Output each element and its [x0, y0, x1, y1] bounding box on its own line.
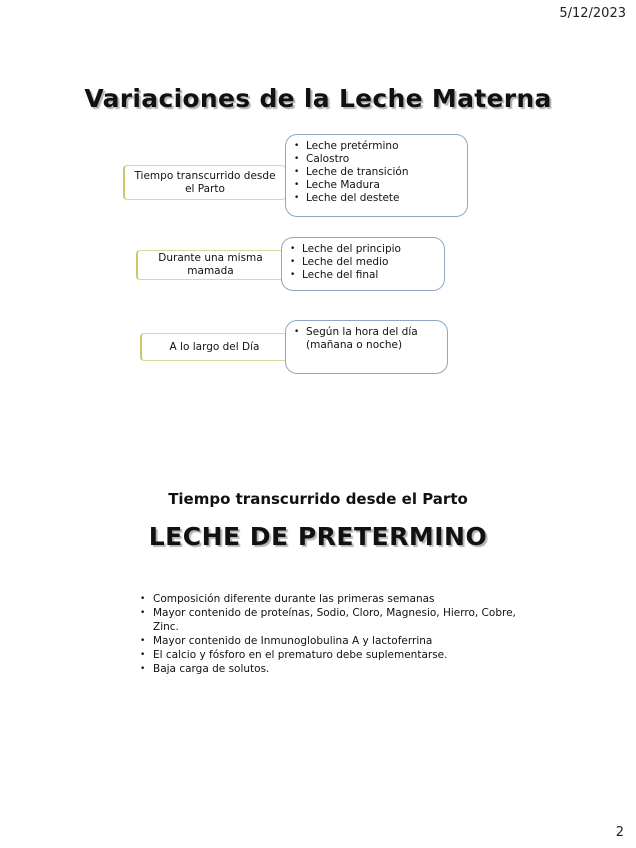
- list-item: • Leche del final: [290, 269, 436, 282]
- category-box-mamada: [136, 250, 284, 280]
- detail-list: [294, 140, 459, 205]
- list-item: • Leche pretérmino: [294, 140, 459, 153]
- category-label: Durante una misma mamada: [158, 252, 263, 277]
- detail-box-mamada: [281, 237, 445, 291]
- date-stamp: 5/12/2023: [559, 6, 626, 21]
- detail-box-tiempo: [285, 134, 468, 217]
- list-item: • Leche Madura: [294, 179, 459, 192]
- detail-list: [294, 326, 439, 352]
- bullet-list: [140, 592, 520, 676]
- list-item: • El calcio y fósforo en el prematuro debe suplementarse.: [140, 648, 520, 662]
- detail-list: [290, 243, 436, 282]
- list-item: • Calostro: [294, 153, 459, 166]
- category-label: A lo largo del Día: [169, 340, 260, 353]
- page-number: 2: [615, 825, 624, 840]
- list-item: • Composición diferente durante las primeras semanas: [140, 592, 520, 606]
- list-item: • Leche del destete: [294, 192, 459, 205]
- list-item: • Mayor contenido de Inmunoglobulina A y lactoferrina: [140, 634, 520, 648]
- list-item: • Leche del medio: [290, 256, 436, 269]
- list-item: • Baja carga de solutos.: [140, 662, 520, 676]
- list-item: • Según la hora del día (mañana o noche): [294, 326, 439, 352]
- category-label: Tiempo transcurrido desde el Parto: [134, 169, 276, 195]
- detail-box-dia: [285, 320, 448, 374]
- section-subtitle: Tiempo transcurrido desde el Parto: [168, 490, 468, 508]
- list-item: • Mayor contenido de proteínas, Sodio, Cloro, Magnesio, Hierro, Cobre, Zinc.: [140, 606, 520, 634]
- slide-title: Variaciones de la Leche Materna: [84, 84, 552, 113]
- list-item: • Leche de transición: [294, 166, 459, 179]
- section-title: LECHE DE PRETERMINO: [148, 522, 488, 551]
- list-item: • Leche del principio: [290, 243, 436, 256]
- category-box-dia: [140, 333, 288, 361]
- category-box-tiempo: [123, 165, 286, 200]
